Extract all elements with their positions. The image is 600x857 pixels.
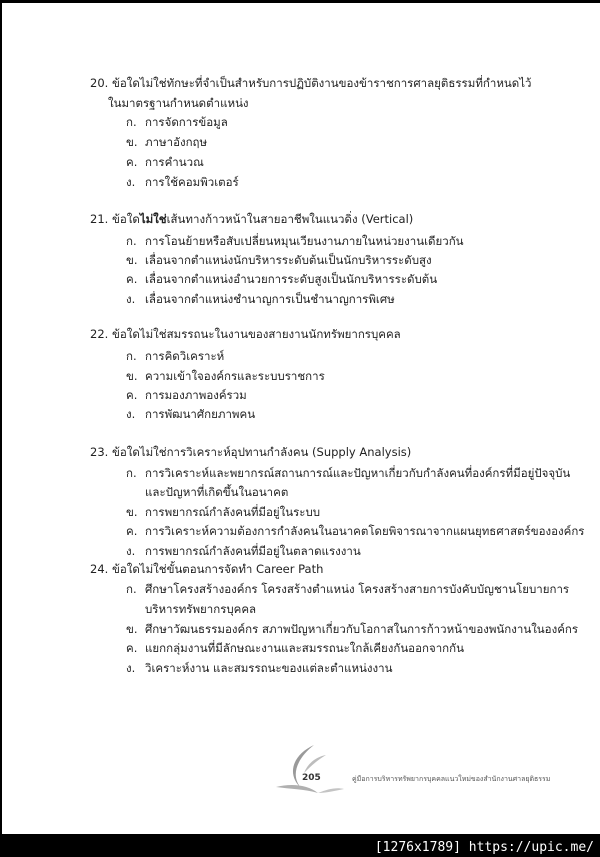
- option-letter: ก.: [126, 582, 137, 596]
- option-letter: ง.: [126, 292, 136, 306]
- option-text: เลื่อนจากตำแหน่งอำนวยการระดับสูงเป็นนักบริหารระดับต้น: [145, 272, 438, 286]
- option-text: วิเคราะห์งาน และสมรรถนะของแต่ละตำแหน่งงาน: [145, 661, 393, 675]
- option-letter: ก.: [126, 234, 137, 248]
- footer-title: คู่มือการบริหารทรัพยากรบุคคลแนวใหม่ของสำนักงานศาลยุติธรรม: [352, 775, 551, 783]
- question-text: ข้อใดไม่ใช่การวิเคราะห์อุปทานกำลังคน (Supply Analysis): [111, 445, 412, 459]
- option-letter: ข.: [126, 253, 138, 267]
- option-letter: ง.: [126, 175, 136, 189]
- question-text: ข้อใดไม่ใช่สมรรถนะในงานของสายงานนักทรัพยากรบุคคล: [111, 327, 401, 341]
- option-text: การโอนย้ายหรือสับเปลี่ยนหมุนเวียนงานภายในหน่วยงานเดียวกัน: [145, 234, 464, 248]
- option-text: เลื่อนจากตำแหน่งนักบริหารระดับต้นเป็นนักบริหารระดับสูง: [145, 253, 432, 267]
- option-letter: ค.: [126, 388, 138, 402]
- option-text: การวิเคราะห์และพยากรณ์สถานการณ์และปัญหาเกี่ยวกับกำลังคนที่องค์กรที่มีอยู่ปัจจุบัน: [145, 466, 571, 480]
- question-text: ข้อใดไม่ใช่ขั้นตอนการจัดทำ Career Path: [111, 562, 324, 576]
- question-text: ข้อใดไม่ใช่ทักษะที่จำเป็นสำหรับการปฏิบัติงานของข้าราชการศาลยุติธรรมที่กำหนดไว้: [111, 76, 532, 90]
- option-text-cont: และปัญหาที่เกิดขึ้นในอนาคต: [145, 485, 289, 499]
- option-text: การคิดวิเคราะห์: [145, 349, 225, 363]
- question-number: 21.: [90, 212, 109, 226]
- question-21: [90, 212, 413, 226]
- document-page: [2, 3, 600, 834]
- option-text: แยกกลุ่มงานที่มีลักษณะงานและสมรรถนะใกล้เคียงกันออกจากกัน: [145, 641, 464, 655]
- option-text: การใช้คอมพิวเตอร์: [145, 175, 239, 189]
- option-text: การคำนวณ: [145, 155, 204, 169]
- option-letter: ก.: [126, 115, 137, 129]
- question-22: [90, 327, 401, 341]
- option-letter: ข.: [126, 135, 138, 149]
- question-23: [90, 445, 411, 459]
- option-letter: ค.: [126, 524, 138, 538]
- option-text: ภาษาอังกฤษ: [145, 135, 208, 149]
- option-letter: ก.: [126, 466, 137, 480]
- option-letter: ค.: [126, 155, 138, 169]
- option-text: การมองภาพองค์รวม: [145, 388, 247, 402]
- option-text: เลื่อนจากตำแหน่งชำนาญการเป็นชำนาญการพิเศษ: [145, 292, 395, 306]
- option-letter: ค.: [126, 641, 138, 655]
- option-text: การพยากรณ์กำลังคนที่มีอยู่ในระบบ: [145, 505, 321, 519]
- question-number: 20.: [90, 76, 109, 90]
- question-number: 23.: [90, 445, 109, 459]
- option-letter: ก.: [126, 349, 137, 363]
- option-text: การพยากรณ์กำลังคนที่มีอยู่ในตลาดแรงงาน: [145, 544, 361, 558]
- question-20-cont: ในมาตรฐานกำหนดตำแหน่ง: [108, 96, 249, 110]
- option-text-cont: บริหารทรัพยากรบุคคล: [145, 602, 257, 616]
- question-number: 24.: [90, 562, 109, 576]
- option-letter: ง.: [126, 544, 136, 558]
- option-letter: ค.: [126, 272, 138, 286]
- option-letter: ข.: [126, 505, 138, 519]
- question-text: ข้อใด: [111, 212, 140, 226]
- page-number: 205: [302, 773, 321, 783]
- option-letter: ข.: [126, 622, 138, 636]
- question-20: [90, 76, 531, 90]
- option-text: ความเข้าใจองค์กรและระบบราชการ: [145, 369, 325, 383]
- option-text: การวิเคราะห์ความต้องการกำลังคนในอนาคตโดยพิจารณาจากแผนยุทธศาสตร์ขององค์กร: [145, 524, 585, 538]
- question-number: 22.: [90, 327, 109, 341]
- watermark-bar: [0, 835, 600, 857]
- option-letter: ข.: [126, 369, 138, 383]
- option-text: การพัฒนาศักยภาพคน: [145, 407, 256, 421]
- option-letter: ง.: [126, 661, 136, 675]
- question-24: [90, 562, 323, 576]
- watermark-text: [1276x1789] https://upic.me/: [374, 840, 594, 855]
- option-text: ศึกษาวัฒนธรรมองค์กร สภาพปัญหาเกี่ยวกับโอกาสในการก้าวหน้าของพนักงานในองค์กร: [145, 622, 579, 636]
- option-text: การจัดการข้อมูล: [145, 115, 228, 129]
- question-emphasis: ไม่ใช่: [139, 212, 167, 226]
- option-letter: ง.: [126, 407, 136, 421]
- question-text: เส้นทางก้าวหน้าในสายอาชีพในแนวดิ่ง (Vertical): [166, 212, 414, 226]
- option-text: ศึกษาโครงสร้างองค์กร โครงสร้างตำแหน่ง โครงสร้างสายการบังคับบัญชานโยบายการ: [145, 582, 570, 596]
